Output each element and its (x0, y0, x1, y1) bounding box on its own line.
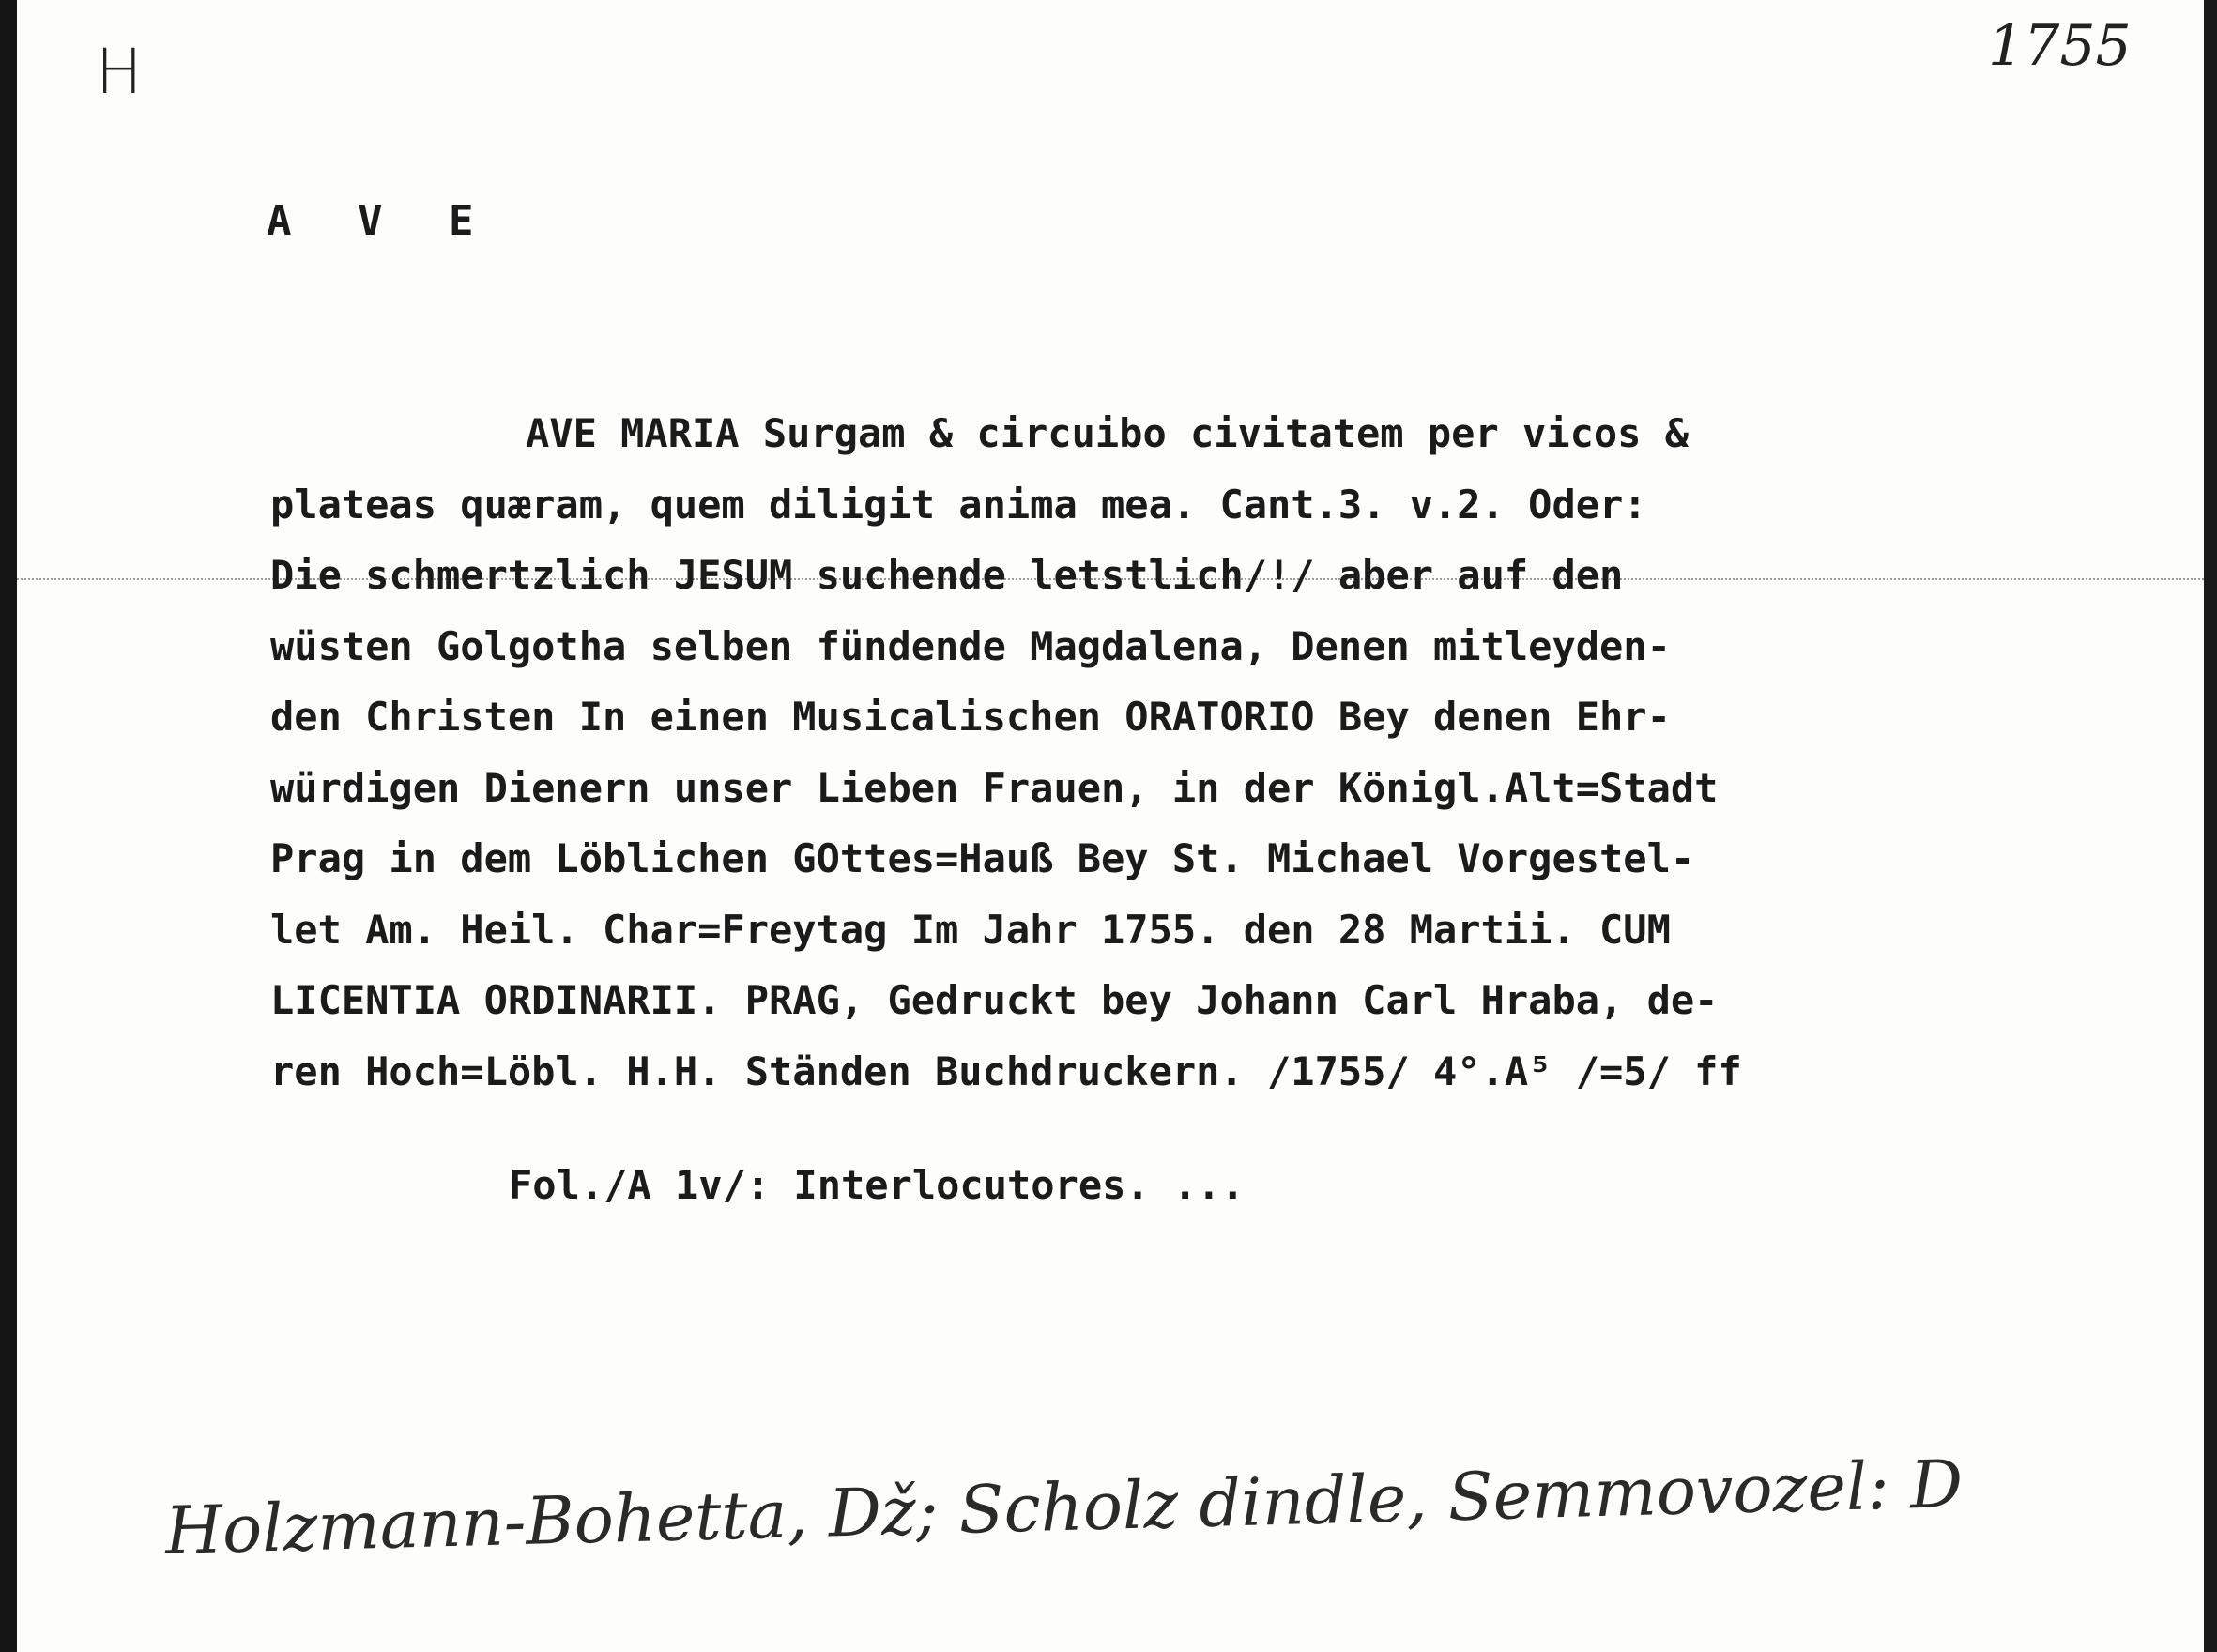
body-line: Die schmertzlich JESUM suchende letstlich/!/ aber auf den (270, 552, 1624, 598)
body-line: let Am. Heil. Char=Freytag Im Jahr 1755. den 28 Martii. CUM (270, 906, 1671, 953)
corner-mark-year: 1755 (1988, 13, 2132, 79)
card-right-edge (2204, 0, 2217, 1652)
body-line: wüsten Golgotha selben fündende Magdalena, Denen mitleyden- (270, 622, 1671, 669)
handwritten-signature: Holzmann-Bohetta, Dž; Scholz dindle, Semmovozel: D (163, 1445, 1965, 1569)
card-left-edge (0, 0, 17, 1652)
body-line: LICENTIA ORDINARII. PRAG, Gedruckt bey Johann Carl Hraba, de- (270, 977, 1719, 1023)
body-line: den Christen In einen Musicalischen ORATORIO Bey denen Ehr- (270, 694, 1671, 740)
body-line: plateas quæram, quem diligit anima mea. Cant.3. v.2. Oder: (270, 481, 1647, 528)
body-line: würdigen Dienern unser Lieben Frauen, in der Königl.Alt=Stadt (270, 764, 1719, 811)
body-line: Prag in dem Löblichen GOttes=Hauß Bey St. Michael Vorgestel- (270, 835, 1695, 881)
card-body (270, 398, 2072, 1107)
body-line: ren Hoch=Löbl. H.H. Ständen Buchdruckern. /1755/ 4°.A⁵ /=5/ ff (270, 1048, 1742, 1094)
corner-mark-h: H (96, 36, 143, 108)
card-heading: A V E (267, 197, 495, 245)
folio-line: Fol./A 1v/: Interlocutores. ... (509, 1162, 1245, 1208)
body-line: AVE MARIA Surgam & circuibo civitatem per vicos & (526, 410, 1690, 456)
